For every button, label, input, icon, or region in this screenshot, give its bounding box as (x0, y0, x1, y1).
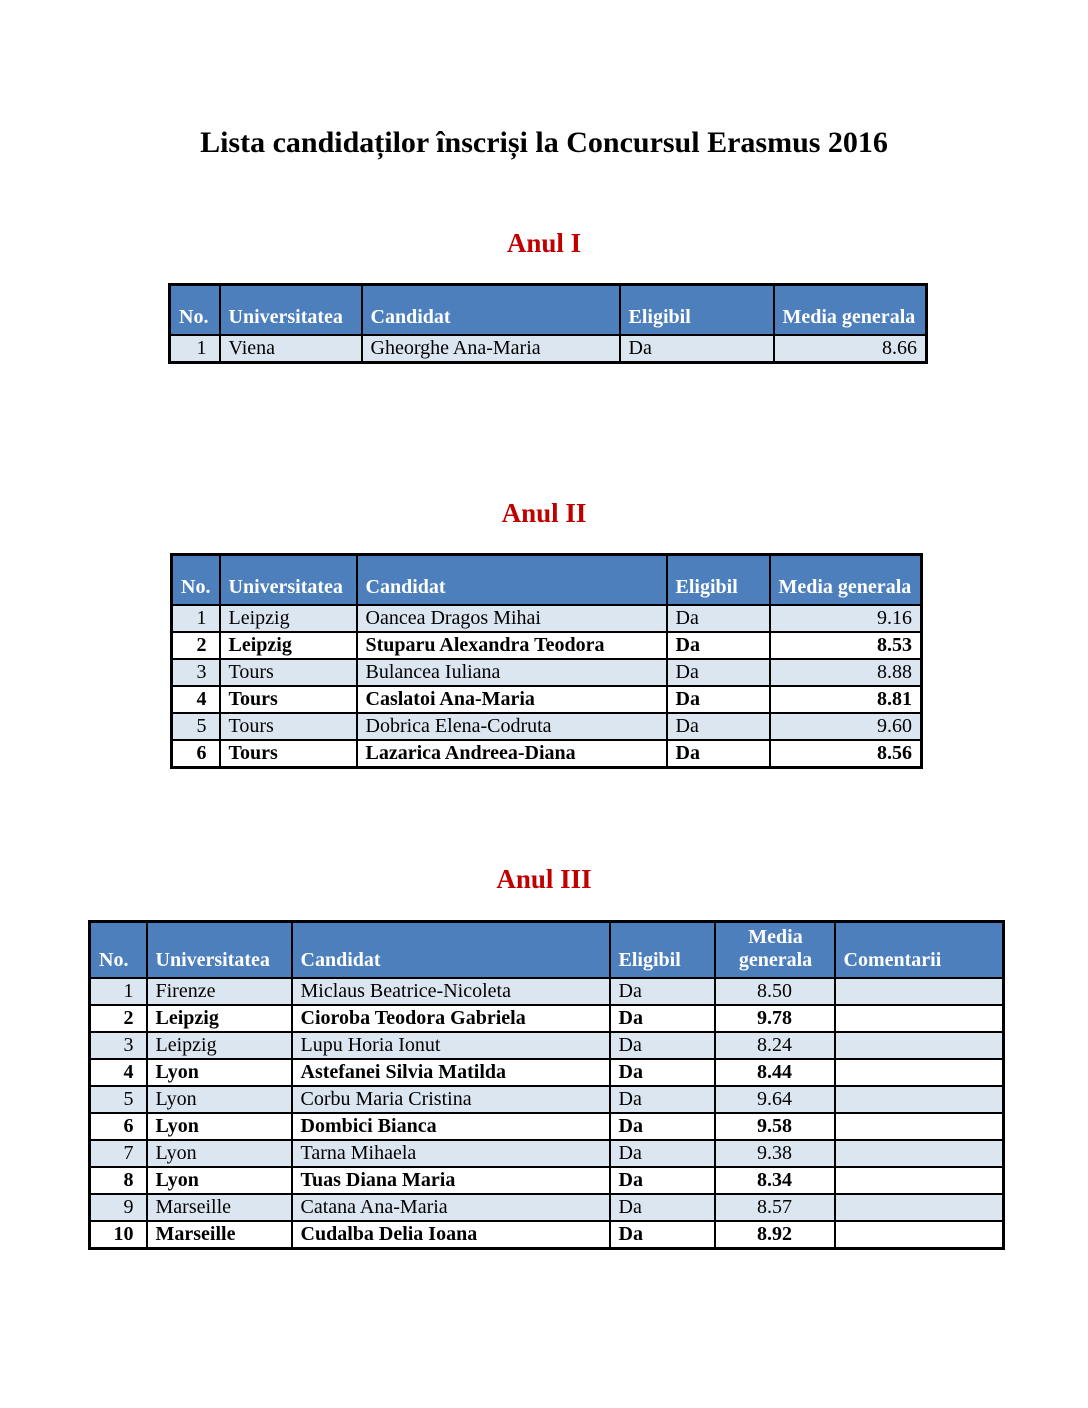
header-row (172, 555, 922, 605)
cell-no: 1 (172, 605, 220, 632)
cell-no: 8 (90, 1167, 147, 1194)
cell-no: 3 (90, 1032, 147, 1059)
column-header-candidat: Candidat (362, 285, 620, 335)
cell-no: 5 (90, 1086, 147, 1113)
cell-candidat: Miclaus Beatrice-Nicoleta (292, 978, 610, 1005)
cell-media: 8.50 (715, 978, 835, 1005)
cell-no: 2 (90, 1005, 147, 1032)
cell-candidat: Lupu Horia Ionut (292, 1032, 610, 1059)
cell-candidat: Stuparu Alexandra Teodora (357, 632, 667, 659)
cell-comentarii (835, 1059, 1004, 1086)
candidates-table-anul-2 (170, 553, 923, 769)
candidates-table-anul-3 (88, 920, 1005, 1250)
header-row (170, 285, 927, 335)
cell-universitatea: Marseille (147, 1221, 292, 1249)
cell-media: 8.56 (770, 740, 922, 768)
cell-no: 7 (90, 1140, 147, 1167)
table-row (170, 335, 927, 363)
table-row (172, 659, 922, 686)
cell-universitatea: Leipzig (147, 1032, 292, 1059)
cell-eligibil: Da (610, 1221, 715, 1249)
column-header-media: Media generala (715, 922, 835, 979)
cell-no: 1 (170, 335, 220, 363)
cell-media: 8.34 (715, 1167, 835, 1194)
cell-media: 8.92 (715, 1221, 835, 1249)
cell-universitatea: Lyon (147, 1140, 292, 1167)
table-row (90, 1086, 1004, 1113)
cell-candidat: Dobrica Elena-Codruta (357, 713, 667, 740)
section-heading-anul-3: Anul III (496, 864, 592, 894)
cell-universitatea: Firenze (147, 978, 292, 1005)
cell-universitatea: Leipzig (147, 1005, 292, 1032)
cell-eligibil: Da (620, 335, 774, 363)
table-row (90, 1113, 1004, 1140)
cell-candidat: Cudalba Delia Ioana (292, 1221, 610, 1249)
cell-media: 8.53 (770, 632, 922, 659)
cell-comentarii (835, 1167, 1004, 1194)
table-row (90, 1032, 1004, 1059)
column-header-no: No. (90, 922, 147, 979)
cell-universitatea: Tours (220, 659, 357, 686)
column-header-no: No. (172, 555, 220, 605)
table-row (172, 740, 922, 768)
cell-comentarii (835, 1086, 1004, 1113)
cell-eligibil: Da (667, 740, 770, 768)
table-row (90, 1005, 1004, 1032)
cell-no: 6 (172, 740, 220, 768)
column-header-candidat: Candidat (357, 555, 667, 605)
cell-eligibil: Da (667, 659, 770, 686)
cell-comentarii (835, 1005, 1004, 1032)
cell-eligibil: Da (610, 1140, 715, 1167)
cell-comentarii (835, 978, 1004, 1005)
cell-candidat: Oancea Dragos Mihai (357, 605, 667, 632)
cell-comentarii (835, 1194, 1004, 1221)
cell-no: 1 (90, 978, 147, 1005)
table-row (172, 686, 922, 713)
column-header-no: No. (170, 285, 220, 335)
cell-candidat: Tuas Diana Maria (292, 1167, 610, 1194)
cell-eligibil: Da (610, 1194, 715, 1221)
cell-universitatea: Tours (220, 740, 357, 768)
cell-media: 8.81 (770, 686, 922, 713)
candidates-table-anul-1 (168, 283, 928, 364)
cell-eligibil: Da (610, 1032, 715, 1059)
column-header-media: Media generala (774, 285, 927, 335)
cell-universitatea: Marseille (147, 1194, 292, 1221)
page-title: Lista candidaților înscriși la Concursul Erasmus 2016 (200, 126, 888, 159)
cell-eligibil: Da (667, 605, 770, 632)
cell-universitatea: Leipzig (220, 632, 357, 659)
cell-comentarii (835, 1113, 1004, 1140)
cell-media: 9.16 (770, 605, 922, 632)
cell-candidat: Tarna Mihaela (292, 1140, 610, 1167)
table-row (90, 1140, 1004, 1167)
column-header-eligibil: Eligibil (667, 555, 770, 605)
table-row (172, 605, 922, 632)
table-row (172, 713, 922, 740)
cell-candidat: Caslatoi Ana-Maria (357, 686, 667, 713)
cell-no: 3 (172, 659, 220, 686)
cell-eligibil: Da (667, 686, 770, 713)
cell-eligibil: Da (610, 1059, 715, 1086)
cell-media: 9.78 (715, 1005, 835, 1032)
cell-no: 2 (172, 632, 220, 659)
cell-candidat: Gheorghe Ana-Maria (362, 335, 620, 363)
cell-no: 6 (90, 1113, 147, 1140)
cell-no: 9 (90, 1194, 147, 1221)
cell-universitatea: Lyon (147, 1059, 292, 1086)
table-row (90, 1059, 1004, 1086)
column-header-eligibil: Eligibil (610, 922, 715, 979)
cell-comentarii (835, 1140, 1004, 1167)
section-heading-anul-1: Anul I (506, 228, 582, 258)
cell-comentarii (835, 1032, 1004, 1059)
cell-universitatea: Lyon (147, 1113, 292, 1140)
cell-eligibil: Da (610, 1113, 715, 1140)
cell-candidat: Corbu Maria Cristina (292, 1086, 610, 1113)
column-header-universitatea: Universitatea (220, 555, 357, 605)
cell-comentarii (835, 1221, 1004, 1249)
cell-media: 8.44 (715, 1059, 835, 1086)
table-row (172, 632, 922, 659)
cell-universitatea: Tours (220, 713, 357, 740)
cell-universitatea: Leipzig (220, 605, 357, 632)
table-row (90, 978, 1004, 1005)
column-header-media: Media generala (770, 555, 922, 605)
cell-no: 4 (172, 686, 220, 713)
column-header-eligibil: Eligibil (620, 285, 774, 335)
cell-eligibil: Da (610, 1086, 715, 1113)
cell-media: 8.24 (715, 1032, 835, 1059)
cell-media: 9.60 (770, 713, 922, 740)
column-header-candidat: Candidat (292, 922, 610, 979)
cell-eligibil: Da (667, 632, 770, 659)
cell-eligibil: Da (667, 713, 770, 740)
cell-eligibil: Da (610, 978, 715, 1005)
cell-media: 8.88 (770, 659, 922, 686)
column-header-universitatea: Universitatea (220, 285, 362, 335)
cell-candidat: Catana Ana-Maria (292, 1194, 610, 1221)
cell-candidat: Bulancea Iuliana (357, 659, 667, 686)
cell-universitatea: Lyon (147, 1086, 292, 1113)
table-row (90, 1194, 1004, 1221)
cell-candidat: Cioroba Teodora Gabriela (292, 1005, 610, 1032)
cell-media: 8.66 (774, 335, 927, 363)
table-row (90, 1221, 1004, 1249)
cell-candidat: Dombici Bianca (292, 1113, 610, 1140)
cell-candidat: Astefanei Silvia Matilda (292, 1059, 610, 1086)
section-heading-anul-2: Anul II (501, 498, 587, 528)
cell-media: 9.38 (715, 1140, 835, 1167)
cell-universitatea: Tours (220, 686, 357, 713)
table-row (90, 1167, 1004, 1194)
cell-eligibil: Da (610, 1167, 715, 1194)
cell-media: 9.64 (715, 1086, 835, 1113)
cell-no: 4 (90, 1059, 147, 1086)
cell-universitatea: Viena (220, 335, 362, 363)
cell-no: 5 (172, 713, 220, 740)
cell-media: 8.57 (715, 1194, 835, 1221)
cell-no: 10 (90, 1221, 147, 1249)
column-header-universitatea: Universitatea (147, 922, 292, 979)
column-header-comentarii: Comentarii (835, 922, 1004, 979)
header-row (90, 922, 1004, 979)
cell-universitatea: Lyon (147, 1167, 292, 1194)
cell-media: 9.58 (715, 1113, 835, 1140)
cell-candidat: Lazarica Andreea-Diana (357, 740, 667, 768)
cell-eligibil: Da (610, 1005, 715, 1032)
